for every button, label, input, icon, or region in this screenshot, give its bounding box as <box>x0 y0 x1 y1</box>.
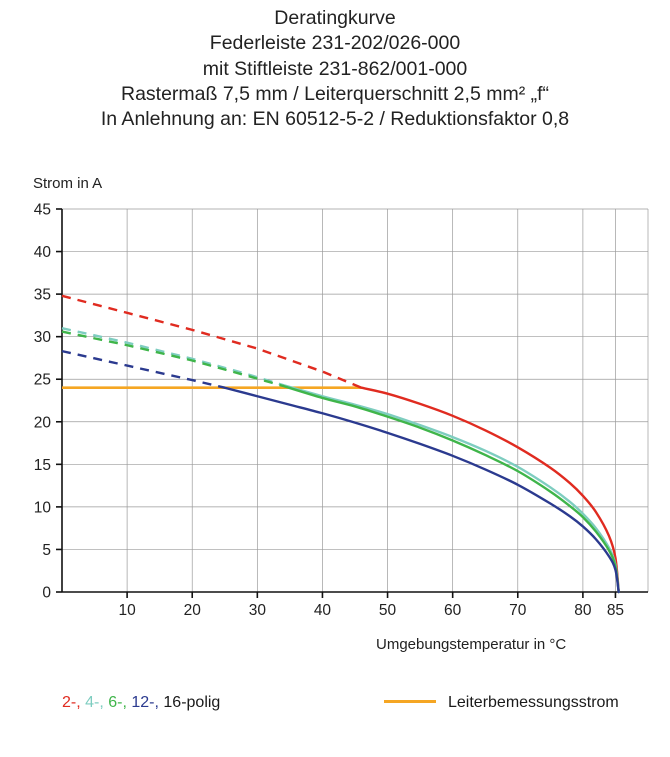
svg-text:5: 5 <box>42 541 51 559</box>
rated-current-swatch <box>384 700 436 703</box>
axes <box>62 209 648 592</box>
svg-text:85: 85 <box>606 602 625 619</box>
svg-text:50: 50 <box>378 602 397 619</box>
svg-text:40: 40 <box>313 602 332 619</box>
title-line-1: Deratingkurve <box>274 7 396 29</box>
series-4-polig <box>62 328 619 592</box>
legend-series-part-0: 2-, <box>62 694 86 711</box>
x-axis-label: Umgebungstemperatur in °C <box>376 636 567 653</box>
chart-legend <box>62 694 662 724</box>
title-line-3: mit Stiftleiste 231-862/001-000 <box>202 57 468 80</box>
svg-text:40: 40 <box>33 244 51 262</box>
svg-text:10: 10 <box>118 602 136 619</box>
svg-text:25: 25 <box>33 371 51 389</box>
y-axis-label: Strom in A <box>33 175 103 192</box>
svg-text:30: 30 <box>33 329 51 347</box>
grid-lines <box>62 209 648 592</box>
svg-text:80: 80 <box>574 602 592 619</box>
legend-series-part-3: 12-, <box>131 694 164 711</box>
title-line-2: Federleiste 231-202/026-000 <box>209 32 461 55</box>
svg-text:35: 35 <box>33 286 51 304</box>
title-line-4: Rastermaß 7,5 mm / Leiterquerschnitt 2,5 mm² „f“ <box>120 83 550 106</box>
svg-text:10: 10 <box>33 499 51 517</box>
svg-text:60: 60 <box>444 602 462 619</box>
svg-text:30: 30 <box>248 602 266 619</box>
svg-text:0: 0 <box>42 584 51 602</box>
legend-series-labels <box>62 694 220 712</box>
legend-series-part-4: 16-polig <box>163 694 221 711</box>
svg-text:15: 15 <box>33 456 51 474</box>
svg-text:20: 20 <box>183 602 201 619</box>
svg-text:45: 45 <box>33 201 51 219</box>
legend-rated-current <box>384 694 619 712</box>
legend-series-part-2: 6-, <box>108 694 132 711</box>
svg-text:70: 70 <box>509 602 527 619</box>
rated-current-label: Leiterbemessungsstrom <box>448 694 619 711</box>
svg-text:20: 20 <box>33 414 51 432</box>
series-2-polig <box>62 296 619 592</box>
title-line-5: In Anlehnung an: EN 60512-5-2 / Reduktionsfaktor 0,8 <box>100 108 570 131</box>
tick-labels <box>34 202 624 620</box>
legend-series-part-1: 4-, <box>85 694 109 711</box>
